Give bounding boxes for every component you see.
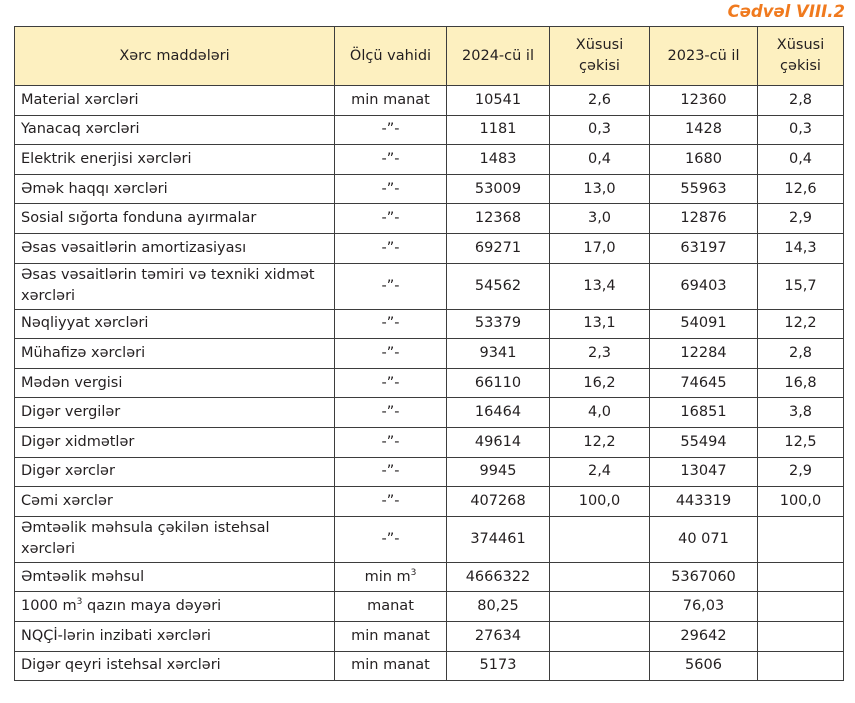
cell-value-2024: 1181 xyxy=(447,115,550,145)
cell-value-2024: 1483 xyxy=(447,145,550,175)
cell-share-2023: 14,3 xyxy=(758,233,844,263)
cell-value-2024: 9945 xyxy=(447,457,550,487)
cell-unit: -”- xyxy=(335,398,447,428)
cell-value-2023: 1428 xyxy=(650,115,758,145)
cell-value-2023: 29642 xyxy=(650,621,758,651)
table-row xyxy=(15,427,844,457)
cell-value-2023: 12876 xyxy=(650,204,758,234)
table-row xyxy=(15,621,844,651)
cell-share-2023: 12,6 xyxy=(758,174,844,204)
cell-value-2023: 54091 xyxy=(650,309,758,339)
cell-share-2024: 12,2 xyxy=(550,427,650,457)
cell-value-2024: 374461 xyxy=(447,516,550,562)
cell-unit: $\min m^3$ xyxy=(335,562,447,592)
cell-value-2023: 12284 xyxy=(650,339,758,369)
cell-value-2023: 55494 xyxy=(650,427,758,457)
table-body xyxy=(15,86,844,681)
cell-cost-item: 1000 $m^3$ qazın maya dəyəri xyxy=(15,592,335,622)
cell-share-2023: 2,9 xyxy=(758,457,844,487)
cell-cost-item: Nəqliyyat xərcləri xyxy=(15,309,335,339)
table-row xyxy=(15,339,844,369)
cell-cost-item: Mədən vergisi xyxy=(15,368,335,398)
table-row xyxy=(15,457,844,487)
cost-table xyxy=(14,26,844,681)
cell-value-2024: 12368 xyxy=(447,204,550,234)
cell-value-2023: 1680 xyxy=(650,145,758,175)
cell-share-2024 xyxy=(550,562,650,592)
cell-cost-item: Material xərcləri xyxy=(15,86,335,116)
cell-share-2024: 17,0 xyxy=(550,233,650,263)
cell-share-2023: 0,4 xyxy=(758,145,844,175)
cell-unit: -”- xyxy=(335,233,447,263)
table-row xyxy=(15,368,844,398)
table-row xyxy=(15,145,844,175)
cell-cost-item: Əsas vəsaitlərin təmiri və texniki xidmət xərcləri xyxy=(15,263,335,309)
cell-share-2023: 100,0 xyxy=(758,487,844,517)
cell-share-2023: 3,8 xyxy=(758,398,844,428)
cell-share-2023 xyxy=(758,621,844,651)
cell-share-2024 xyxy=(550,651,650,681)
table-caption: Cədvəl VIII.2 xyxy=(727,2,845,21)
cell-unit: min manat xyxy=(335,86,447,116)
header-cost-items: Xərc maddələri xyxy=(15,27,335,86)
cell-value-2024: 53379 xyxy=(447,309,550,339)
header-unit: Ölçü vahidi xyxy=(335,27,447,86)
cell-unit: -”- xyxy=(335,368,447,398)
cell-cost-item: Yanacaq xərcləri xyxy=(15,115,335,145)
cell-cost-item: Əmtəəlik məhsula çəkilən istehsal xərcləri xyxy=(15,516,335,562)
cell-share-2024: 13,0 xyxy=(550,174,650,204)
cell-unit: -”- xyxy=(335,339,447,369)
cell-cost-item: Əsas vəsaitlərin amortizasiyası xyxy=(15,233,335,263)
cell-share-2023: 15,7 xyxy=(758,263,844,309)
table-row xyxy=(15,562,844,592)
cell-value-2023: 16851 xyxy=(650,398,758,428)
cell-cost-item: Digər xidmətlər xyxy=(15,427,335,457)
cell-value-2024: 407268 xyxy=(447,487,550,517)
table-row xyxy=(15,398,844,428)
cell-share-2023 xyxy=(758,651,844,681)
cell-share-2023: 12,2 xyxy=(758,309,844,339)
cell-share-2023: 2,8 xyxy=(758,339,844,369)
table-row xyxy=(15,309,844,339)
cell-value-2023: 12360 xyxy=(650,86,758,116)
cell-unit: -”- xyxy=(335,487,447,517)
cell-share-2023: 2,9 xyxy=(758,204,844,234)
cell-share-2023: 0,3 xyxy=(758,115,844,145)
cell-value-2024: 80,25 xyxy=(447,592,550,622)
cell-value-2023: 5367060 xyxy=(650,562,758,592)
cell-unit: -”- xyxy=(335,263,447,309)
cell-share-2024 xyxy=(550,516,650,562)
cell-cost-item: Mühafizə xərcləri xyxy=(15,339,335,369)
table-row xyxy=(15,115,844,145)
cell-unit: -”- xyxy=(335,174,447,204)
cell-share-2024 xyxy=(550,592,650,622)
cell-value-2023: 5606 xyxy=(650,651,758,681)
cell-cost-item: NQÇİ-lərin inzibati xərcləri xyxy=(15,621,335,651)
cell-value-2023: 55963 xyxy=(650,174,758,204)
cell-cost-item: Sosial sığorta fonduna ayırmalar xyxy=(15,204,335,234)
cell-share-2023 xyxy=(758,592,844,622)
cell-cost-item: Digər xərclər xyxy=(15,457,335,487)
cell-cost-item: Digər qeyri istehsal xərcləri xyxy=(15,651,335,681)
cell-unit: min manat xyxy=(335,621,447,651)
table-row xyxy=(15,516,844,562)
cell-value-2024: 5173 xyxy=(447,651,550,681)
table-row xyxy=(15,233,844,263)
cell-share-2024: 2,6 xyxy=(550,86,650,116)
table-row xyxy=(15,592,844,622)
cell-value-2024: 54562 xyxy=(447,263,550,309)
header-share-2024: Xüsusi çəkisi xyxy=(550,27,650,86)
cell-share-2023: 2,8 xyxy=(758,86,844,116)
cell-share-2023 xyxy=(758,562,844,592)
cell-share-2023 xyxy=(758,516,844,562)
cell-share-2024: 4,0 xyxy=(550,398,650,428)
cell-cost-item: Əmək haqqı xərcləri xyxy=(15,174,335,204)
cell-value-2024: 16464 xyxy=(447,398,550,428)
cell-value-2024: 10541 xyxy=(447,86,550,116)
cell-value-2024: 53009 xyxy=(447,174,550,204)
cell-share-2023: 16,8 xyxy=(758,368,844,398)
header-2024: 2024-cü il xyxy=(447,27,550,86)
cell-unit: min manat xyxy=(335,651,447,681)
cell-value-2023: 69403 xyxy=(650,263,758,309)
cell-share-2024: 13,1 xyxy=(550,309,650,339)
cell-value-2023: 74645 xyxy=(650,368,758,398)
cell-unit: -”- xyxy=(335,427,447,457)
cell-share-2024: 100,0 xyxy=(550,487,650,517)
cell-share-2024 xyxy=(550,621,650,651)
cell-unit: -”- xyxy=(335,309,447,339)
table-row xyxy=(15,651,844,681)
cell-value-2023: 40 071 xyxy=(650,516,758,562)
cell-cost-item: Əmtəəlik məhsul xyxy=(15,562,335,592)
cell-share-2024: 16,2 xyxy=(550,368,650,398)
table-header-row xyxy=(15,27,844,86)
cell-unit: -”- xyxy=(335,145,447,175)
table-row xyxy=(15,263,844,309)
cell-share-2024: 0,3 xyxy=(550,115,650,145)
cell-share-2024: 2,3 xyxy=(550,339,650,369)
cell-unit: -”- xyxy=(335,457,447,487)
cell-cost-item: Elektrik enerjisi xərcləri xyxy=(15,145,335,175)
table-row xyxy=(15,86,844,116)
cell-value-2024: 4666322 xyxy=(447,562,550,592)
cell-cost-item: Cəmi xərclər xyxy=(15,487,335,517)
cell-value-2024: 49614 xyxy=(447,427,550,457)
cell-value-2023: 13047 xyxy=(650,457,758,487)
cell-unit: -”- xyxy=(335,516,447,562)
cell-unit: manat xyxy=(335,592,447,622)
cell-share-2024: 3,0 xyxy=(550,204,650,234)
cell-share-2024: 2,4 xyxy=(550,457,650,487)
cell-value-2024: 9341 xyxy=(447,339,550,369)
header-2023: 2023-cü il xyxy=(650,27,758,86)
cell-value-2023: 443319 xyxy=(650,487,758,517)
cell-value-2023: 76,03 xyxy=(650,592,758,622)
cell-unit: -”- xyxy=(335,115,447,145)
table-row xyxy=(15,487,844,517)
cell-value-2024: 27634 xyxy=(447,621,550,651)
cell-cost-item: Digər vergilər xyxy=(15,398,335,428)
cell-value-2023: 63197 xyxy=(650,233,758,263)
cell-value-2024: 66110 xyxy=(447,368,550,398)
header-share-2023: Xüsusi çəkisi xyxy=(758,27,844,86)
cell-share-2024: 0,4 xyxy=(550,145,650,175)
table-row xyxy=(15,204,844,234)
cell-share-2024: 13,4 xyxy=(550,263,650,309)
cell-value-2024: 69271 xyxy=(447,233,550,263)
cell-unit: -”- xyxy=(335,204,447,234)
table-row xyxy=(15,174,844,204)
cell-share-2023: 12,5 xyxy=(758,427,844,457)
